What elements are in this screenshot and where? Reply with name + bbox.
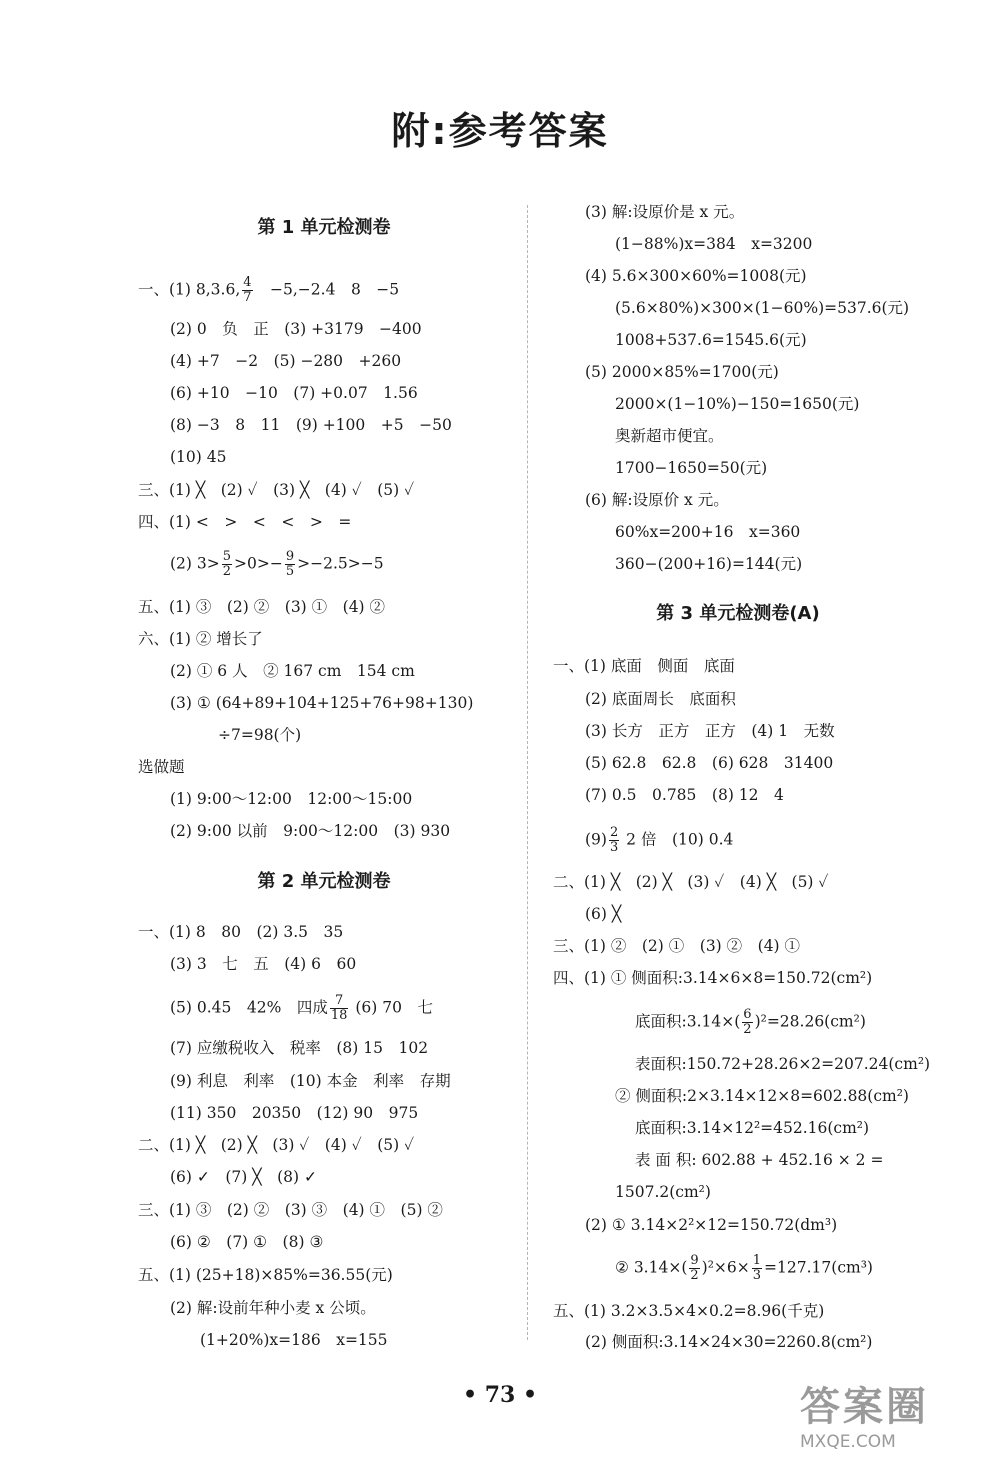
unit-2-title: 第 2 单元检测卷 [257,871,391,892]
r-line-3: (4) 5.6×300×60%=1008(元) [585,267,807,285]
u1-section-4: 四、(1) < > < < > = [138,513,352,531]
u3-section-2: 二、(1) ╳ (2) ╳ (3) ✓ (4) ╳ (5) ✓ [553,873,829,891]
r-line-7: 2000×(1−10%)−150=1650(元) [615,395,860,413]
u1-section-6: 六、(1) ② 增长了 [138,630,263,648]
u1-section-3: 三、(1) ╳ (2) ✓ (3) ╳ (4) ✓ (5) ✓ [138,481,415,499]
u3-line-4: (5) 62.8 62.8 (6) 628 31400 [585,754,834,772]
u2-section-3: 三、(1) ③ (2) ② (3) ③ (4) ① (5) ② [138,1201,443,1219]
u3-section-4-4: ② 侧面积:2×3.14×12×8=602.88(cm²) [615,1087,909,1105]
u2-line-1: 一、(1) 8 80 (2) 3.5 35 [138,923,344,941]
fraction: $\frac{9}{5}$ [285,549,295,579]
u3-line-5: (7) 0.5 0.785 (8) 12 4 [585,786,784,804]
fraction: $\frac{2}{3}$ [609,825,619,855]
watermark-text: 答案圈 [800,1384,929,1430]
u3-section-5-2: (2) 侧面积:3.14×24×30=2260.8(cm²) [585,1333,873,1351]
u2-line-2: (3) 3 七 五 (4) 6 60 [170,955,357,973]
page-title: 附:参考答案 [391,109,609,153]
u1-line-4: (6) +10 −10 (7) +0.07 1.56 [170,384,418,402]
r-line-11: 60%x=200+16 x=360 [615,523,801,541]
fraction: $\frac{6}{2}$ [743,1007,752,1037]
u1-section-5: 五、(1) ③ (2) ② (3) ① (4) ② [138,598,386,616]
u3-section-3: 三、(1) ② (2) ① (3) ② (4) ① [553,937,801,955]
u3-section-4-9: ② 3.14×( $\frac{9}{2}$ )²×6× $\frac{1}{3}$ =127.17(cm³) [615,1253,873,1283]
r-line-10: (6) 解:设原价 x 元。 [585,491,729,509]
fraction: $\frac{4}{7}$ [243,275,252,305]
u3-line-1: 一、(1) 底面 侧面 底面 [553,657,735,675]
watermark-url: MXQE.COM [800,1432,896,1452]
r-line-2: (1−88%)x=384 x=3200 [615,235,813,253]
u2-section-2-2: (6) ✓ (7) ╳ (8) ✓ [170,1168,317,1186]
u2-section-5: 五、(1) (25+18)×85%=36.55(元) [138,1266,393,1284]
u2-line-4: (7) 应缴税收入 税率 (8) 15 102 [170,1039,429,1057]
r-line-9: 1700−1650=50(元) [615,459,768,477]
u3-line-2: (2) 底面周长 底面积 [585,690,736,708]
fraction: $\frac{1}{3}$ [752,1253,762,1283]
u3-section-4-3: 表面积:150.72+28.26×2=207.24(cm²) [635,1055,931,1073]
unit-1-title: 第 1 单元检测卷 [257,217,391,238]
u2-line-5: (9) 利息 利率 (10) 本金 利率 存期 [170,1072,451,1090]
u1-line-3: (4) +7 −2 (5) −280 +260 [170,352,402,370]
u1-section-6-2: (2) ① 6 人 ② 167 cm 154 cm [170,662,415,680]
u2-section-5-2: (2) 解:设前年种小麦 x 公顷。 [170,1299,376,1317]
r-line-12: 360−(200+16)=144(元) [615,555,803,573]
u2-section-2: 二、(1) ╳ (2) ╳ (3) ✓ (4) ✓ (5) ✓ [138,1136,415,1154]
u3-line-3: (3) 长方 正方 正方 (4) 1 无数 [585,722,835,740]
r-line-5: 1008+537.6=1545.6(元) [615,331,807,349]
u1-section-6-3: (3) ① (64+89+104+125+76+98+130) [170,694,474,712]
column-divider [527,205,528,1340]
u3-section-2-2: (6) ╳ [585,905,622,923]
r-line-6: (5) 2000×85%=1700(元) [585,363,779,381]
u2-line-3: (5) 0.45 42% 四成 $\frac{7}{18}$ (6) 70 七 [170,993,433,1023]
u3-section-4-5: 底面积:3.14×12²=452.16(cm²) [635,1119,870,1137]
fraction: $\frac{7}{18}$ [330,993,348,1023]
u3-section-5: 五、(1) 3.2×3.5×4×0.2=8.96(千克) [553,1302,825,1320]
u3-section-4-2: 底面积:3.14×( $\frac{6}{2}$ )²=28.26(cm²) [635,1007,866,1037]
u2-line-6: (11) 350 20350 (12) 90 975 [170,1104,419,1122]
r-line-8: 奥新超市便宜。 [615,427,724,445]
fraction: $\frac{5}{2}$ [222,549,232,579]
u3-section-4-6: 表 面 积: 602.88 + 452.16 × 2 = [635,1151,884,1169]
u3-section-4-8: (2) ① 3.14×2²×12=150.72(dm³) [585,1216,838,1234]
u3-section-4-7: 1507.2(cm²) [615,1183,711,1201]
r-line-1: (3) 解:设原价是 x 元。 [585,203,745,221]
u1-line-1: 一、(1) 8,3.6, $\frac{4}{7}$ −5,−2.4 8 −5 [138,275,400,305]
u2-section-3-2: (6) ② (7) ① (8) ③ [170,1233,324,1251]
u1-line-5: (8) −3 8 11 (9) +100 +5 −50 [170,416,452,434]
u3-line-6: (9) $\frac{2}{3}$ 2 倍 (10) 0.4 [585,825,734,855]
page-number: • 73 • [462,1382,538,1408]
u1-optional-heading: 选做题 [138,758,185,776]
u1-line-2: (2) 0 负 正 (3) +3179 −400 [170,320,422,338]
u1-optional-1: (1) 9:00～12:00 12:00～15:00 [170,790,413,808]
u1-line-6: (10) 45 [170,448,227,466]
r-line-4: (5.6×80%)×300×(1−60%)=537.6(元) [615,299,910,317]
u2-section-5-3: (1+20%)x=186 x=155 [200,1331,388,1349]
u3-section-4: 四、(1) ① 侧面积:3.14×6×8=150.72(cm²) [553,969,873,987]
u1-optional-2: (2) 9:00 以前 9:00～12:00 (3) 930 [170,822,451,840]
u1-section-4-2: (2) 3> $\frac{5}{2}$ >0>− $\frac{9}{5}$ >−2.5>−5 [170,549,384,579]
fraction: $\frac{9}{2}$ [690,1253,699,1283]
unit-3-title: 第 3 单元检测卷(A) [656,603,820,624]
watermark-logo [800,1383,990,1463]
u1-section-6-4: ÷7=98(个) [218,726,302,744]
